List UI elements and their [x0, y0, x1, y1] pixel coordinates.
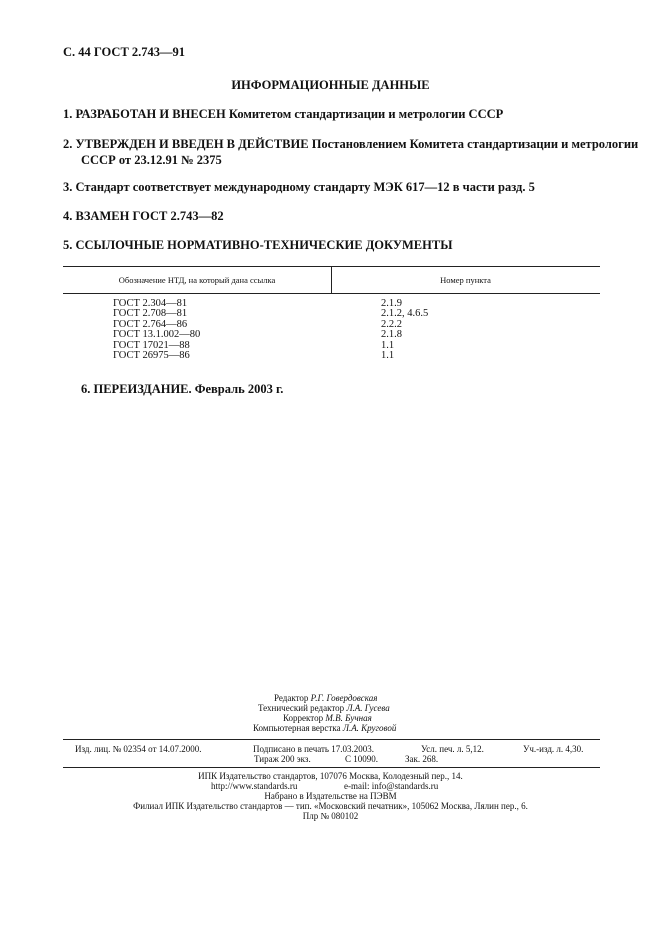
imprint-typeset: Набрано в Издательстве на ПЭВМ [264, 791, 397, 801]
tech-editor-label: Технический редактор [258, 703, 345, 713]
item-lead: ССЫЛОЧНЫЕ НОРМАТИВНО-ТЕХНИЧЕСКИЕ ДОКУМЕНТЫ [75, 238, 453, 252]
table-cell-clause: 2.1.2, 4.6.5 [381, 308, 429, 320]
item-lead: УТВЕРЖДЕН И ВВЕДЕН В ДЕЙСТВИЕ [75, 137, 309, 151]
item-text: Февраль 2003 г. [194, 382, 284, 396]
layout-name: Л.А. Круговой [342, 723, 397, 733]
imprint-plr: Плр № 080102 [302, 811, 359, 821]
imprint-tech-editor [258, 703, 390, 713]
imprint-run: Тираж 200 экз. [254, 754, 311, 764]
imprint-layout [253, 723, 396, 733]
tech-editor-name: Л.А. Гусева [346, 703, 390, 713]
table-cell-clause: 1.1 [381, 339, 395, 351]
item-2 [63, 137, 638, 152]
table-cell-doc: ГОСТ 13.1.002—80 [113, 329, 201, 341]
imprint-acc-sheets: Уч.-изд. л. 4,30. [523, 744, 584, 754]
item-lead: РАЗРАБОТАН И ВНЕСЕН [75, 107, 226, 121]
item-5 [63, 238, 452, 253]
item-number: 1. [63, 107, 73, 121]
imprint-website: http://www.standards.ru [211, 781, 298, 791]
item-2-line2: СССР от 23.12.91 № 2375 [81, 153, 222, 167]
editor-label: Редактор [274, 693, 309, 703]
table-cell-doc: ГОСТ 26975—86 [113, 350, 190, 362]
item-3 [63, 180, 535, 195]
table-cell-clause: 1.1 [381, 350, 395, 362]
imprint-publisher: ИПК Издательство стандартов, 107076 Москва, Колодезный пер., 14. [198, 771, 463, 781]
page-header: С. 44 ГОСТ 2.743—91 [63, 45, 186, 59]
section-title: ИНФОРМАЦИОННЫЕ ДАННЫЕ [231, 78, 430, 92]
item-lead: ПЕРЕИЗДАНИЕ. [93, 382, 192, 396]
imprint-corrector [283, 713, 372, 723]
imprint-sheets: Усл. печ. л. 5,12. [421, 744, 484, 754]
table-cell-doc: ГОСТ 2.708—81 [113, 308, 188, 320]
editor-name: Р.Г. Говердовская [310, 693, 378, 703]
corrector-label: Корректор [283, 713, 324, 723]
table-cell-clause: 2.1.8 [381, 329, 402, 341]
item-6 [81, 382, 283, 397]
item-lead: ВЗАМЕН ГОСТ 2.743—82 [75, 209, 224, 223]
item-number: 6. [81, 382, 91, 396]
item-number: 4. [63, 209, 73, 223]
table-doc-column [113, 299, 200, 361]
table-cell-clause: 2.2.2 [381, 318, 402, 330]
imprint-branch: Филиал ИПК Издательство стандартов — тип. «Московский печатник», 105062 Москва, Лялин пер., 6. [133, 801, 528, 811]
table-cell-doc: ГОСТ 2.304—81 [113, 298, 188, 309]
item-number: 2. [63, 137, 73, 151]
item-text: Постановлением Комитета стандартизации и метрологии [311, 137, 639, 151]
item-4 [63, 209, 224, 224]
table-header-clause: Номер пункта [440, 275, 491, 285]
table-cell-doc: ГОСТ 2.764—86 [113, 318, 188, 330]
corrector-name: М.В. Бучная [325, 713, 372, 723]
imprint-license: Изд. лиц. № 02354 от 14.07.2000. [75, 744, 202, 754]
imprint-signed: Подписано в печать 17.03.2003. [253, 744, 375, 754]
imprint-bottom-rule [63, 767, 600, 768]
imprint-top-rule [63, 739, 600, 740]
imprint-editor [274, 693, 377, 703]
item-1 [63, 107, 503, 122]
item-text: Комитетом стандартизации и метрологии СССР [228, 107, 504, 121]
imprint-c: С 10090. [345, 754, 379, 764]
table-header-rule [63, 293, 600, 294]
table-cell-doc: ГОСТ 17021—88 [113, 339, 190, 351]
item-number: 3. [63, 180, 73, 194]
item-number: 5. [63, 238, 73, 252]
imprint-order: Зак. 268. [405, 754, 439, 764]
table-cell-clause: 2.1.9 [381, 298, 402, 309]
imprint-email: e-mail: info@standards.ru [344, 781, 439, 791]
table-clause-column [381, 299, 428, 361]
item-text: Стандарт соответствует международному стандарту МЭК 617—12 в части разд. 5 [75, 180, 535, 194]
table-header-doc: Обозначение НТД, на который дана ссылка [118, 275, 276, 285]
layout-label: Компьютерная верстка [253, 723, 341, 733]
